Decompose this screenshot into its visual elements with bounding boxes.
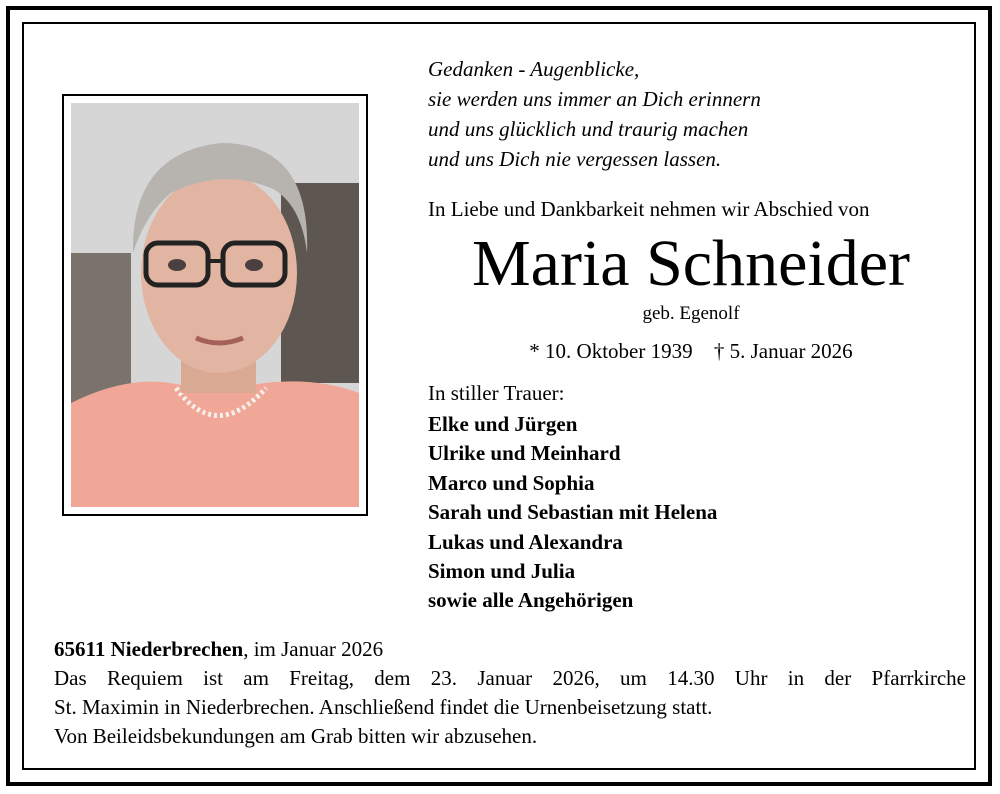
mourning-label: In stiller Trauer: bbox=[428, 381, 565, 405]
birth-name: geb. Egenolf bbox=[642, 303, 740, 324]
poem-line: sie werden uns immer an Dich erinnern bbox=[428, 87, 761, 111]
death-date: † 5. Januar 2026 bbox=[713, 339, 853, 363]
mourner-entry: Lukas und Alexandra bbox=[428, 529, 623, 554]
requiem-notice bbox=[54, 664, 966, 751]
poem bbox=[428, 54, 948, 174]
poem-line: und uns glücklich und traurig machen bbox=[428, 117, 749, 141]
inner-border bbox=[22, 22, 976, 770]
life-dates bbox=[428, 338, 954, 364]
portrait-frame bbox=[62, 94, 368, 516]
portrait-photo bbox=[71, 103, 359, 507]
birth-date: * 10. Oktober 1939 bbox=[529, 339, 693, 363]
place-name: 65611 Niederbrechen bbox=[54, 637, 244, 661]
portrait-illustration bbox=[71, 103, 359, 507]
mourner-entry: Marco und Sophia bbox=[428, 470, 595, 495]
mourner-entry: Sarah und Sebastian mit Helena bbox=[428, 500, 718, 525]
mourner-entry: Simon und Julia bbox=[428, 559, 576, 584]
mourner-entry: sowie alle Angehörigen bbox=[428, 588, 634, 613]
poem-line: und uns Dich nie vergessen lassen. bbox=[428, 147, 722, 171]
place-date-line bbox=[54, 636, 383, 662]
mourner-entry: Ulrike und Meinhard bbox=[428, 441, 621, 466]
poem-line: Gedanken - Augenblicke, bbox=[428, 57, 640, 81]
notice-date: , im Januar 2026 bbox=[243, 637, 384, 661]
outer-border bbox=[6, 6, 992, 786]
requiem-line: St. Maximin in Niederbrechen. Anschließend findet die Urnenbeisetzung statt. bbox=[54, 695, 713, 719]
deceased-name: Maria Schneider bbox=[472, 227, 910, 300]
farewell-intro: In Liebe und Dankbarkeit nehmen wir Abschied von bbox=[428, 197, 870, 221]
mourner-entry: Elke und Jürgen bbox=[428, 412, 578, 436]
requiem-line: Von Beileidsbekundungen am Grab bitten wir abzusehen. bbox=[54, 724, 538, 748]
mourners-list bbox=[428, 410, 968, 616]
requiem-line: Das Requiem ist am Freitag, dem 23. Januar 2026, um 14.30 Uhr in der Pfarrkirche bbox=[54, 666, 966, 690]
